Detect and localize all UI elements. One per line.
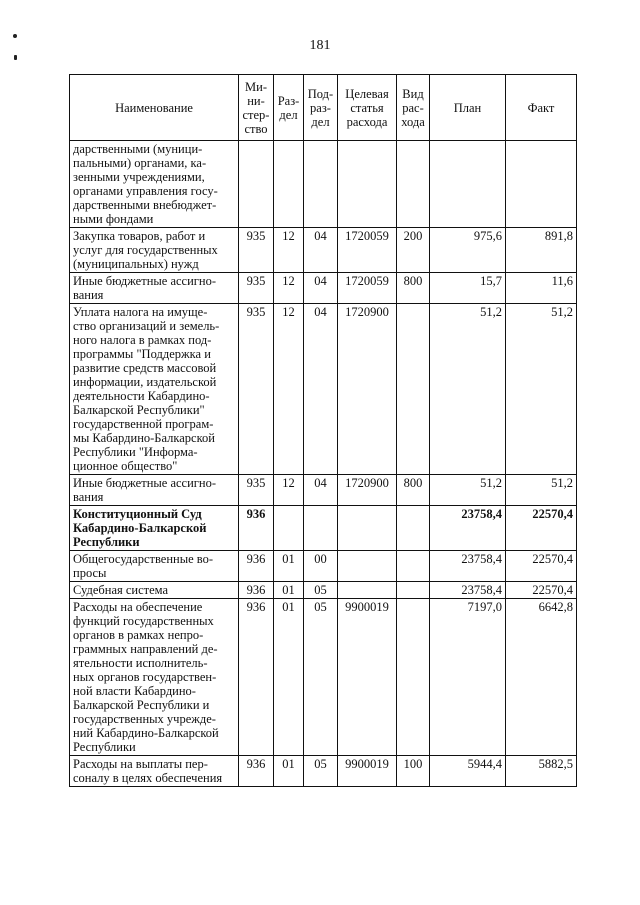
header-fact: Факт [506,75,577,141]
cell-type: 800 [397,273,430,304]
cell-ministry: 936 [239,551,274,582]
cell-section: 12 [274,475,304,506]
cell-fact: 11,6 [506,273,577,304]
cell-section [274,141,304,228]
cell-type: 100 [397,756,430,787]
cell-subsection: 05 [304,599,338,756]
table-row [70,599,577,756]
header-section: Раз- дел [274,75,304,141]
cell-type: 200 [397,228,430,273]
cell-plan: 51,2 [430,475,506,506]
cell-name: дарственными (муници- пальными) органами, ка- зенными учреждениями, органами управления госу- дарственными внебюджет- ными фондами [70,141,239,228]
cell-type [397,506,430,551]
table-body [70,141,577,787]
cell-ministry: 935 [239,228,274,273]
cell-name: Иные бюджетные ассигно- вания [70,475,239,506]
table-row [70,756,577,787]
header-type: Вид рас- хода [397,75,430,141]
cell-section [274,506,304,551]
cell-subsection: 04 [304,273,338,304]
cell-plan: 5944,4 [430,756,506,787]
table-row [70,304,577,475]
cell-type [397,141,430,228]
cell-ministry: 936 [239,506,274,551]
header-plan: План [430,75,506,141]
cell-name: Конституционный Суд Кабардино-Балкарской Республики [70,506,239,551]
cell-fact: 22570,4 [506,506,577,551]
cell-subsection: 04 [304,475,338,506]
cell-section: 12 [274,304,304,475]
cell-ministry: 936 [239,599,274,756]
scan-speck [14,55,17,60]
cell-target: 1720059 [338,273,397,304]
table-row [70,582,577,599]
cell-ministry: 936 [239,582,274,599]
cell-target: 9900019 [338,599,397,756]
cell-section: 01 [274,582,304,599]
cell-plan: 975,6 [430,228,506,273]
cell-section: 12 [274,273,304,304]
cell-subsection: 00 [304,551,338,582]
cell-target [338,141,397,228]
cell-plan [430,141,506,228]
header-subsection: Под- раз- дел [304,75,338,141]
cell-ministry: 935 [239,273,274,304]
scan-speck [13,34,17,38]
cell-target: 1720059 [338,228,397,273]
cell-ministry [239,141,274,228]
table-header [70,75,577,141]
cell-target: 1720900 [338,475,397,506]
cell-plan: 7197,0 [430,599,506,756]
cell-fact [506,141,577,228]
cell-fact: 22570,4 [506,551,577,582]
budget-table [69,74,577,787]
cell-target: 1720900 [338,304,397,475]
cell-plan: 23758,4 [430,551,506,582]
header-ministry: Ми- ни- стер- ство [239,75,274,141]
cell-section: 01 [274,599,304,756]
page-number: 181 [309,38,331,53]
cell-name: Уплата налога на имуще- ство организаций и земель- ного налога в рамках под- программы "Поддержка и развитие средств массовой информации, издательской деятельности Кабардино- Балкарской Республики" государственной програм- мы Кабардино-Балкарской Республики "Информа- ционное общество" [70,304,239,475]
table-row [70,273,577,304]
cell-fact: 51,2 [506,304,577,475]
header-name: Наименование [70,75,239,141]
cell-type [397,599,430,756]
cell-subsection: 04 [304,304,338,475]
table-row [70,506,577,551]
cell-fact: 6642,8 [506,599,577,756]
table-row [70,551,577,582]
cell-subsection [304,141,338,228]
table-row [70,228,577,273]
cell-name: Иные бюджетные ассигно- вания [70,273,239,304]
cell-type [397,582,430,599]
cell-name: Расходы на выплаты пер- соналу в целях обеспечения [70,756,239,787]
cell-plan: 15,7 [430,273,506,304]
cell-type [397,551,430,582]
header-target: Целевая статья расхода [338,75,397,141]
table-row [70,141,577,228]
cell-target [338,582,397,599]
cell-ministry: 935 [239,304,274,475]
cell-type [397,304,430,475]
cell-ministry: 935 [239,475,274,506]
cell-subsection [304,506,338,551]
cell-name: Закупка товаров, работ и услуг для государственных (муниципальных) нужд [70,228,239,273]
cell-fact: 891,8 [506,228,577,273]
cell-target [338,506,397,551]
cell-plan: 51,2 [430,304,506,475]
cell-target [338,551,397,582]
cell-subsection: 05 [304,582,338,599]
cell-fact: 5882,5 [506,756,577,787]
cell-ministry: 936 [239,756,274,787]
cell-subsection: 04 [304,228,338,273]
cell-section: 01 [274,756,304,787]
cell-name: Расходы на обеспечение функций государственных органов в рамках непро- граммных направлений де- ятельности исполнитель- ных органов государствен- ной власти Кабардино- Балкарской Республики и государственных учрежде- ний Кабардино-Балкарской Республики [70,599,239,756]
cell-fact: 22570,4 [506,582,577,599]
cell-section: 01 [274,551,304,582]
cell-subsection: 05 [304,756,338,787]
table-row [70,475,577,506]
cell-plan: 23758,4 [430,506,506,551]
cell-fact: 51,2 [506,475,577,506]
cell-target: 9900019 [338,756,397,787]
cell-section: 12 [274,228,304,273]
cell-name: Общегосударственные во- просы [70,551,239,582]
cell-type: 800 [397,475,430,506]
cell-name: Судебная система [70,582,239,599]
cell-plan: 23758,4 [430,582,506,599]
